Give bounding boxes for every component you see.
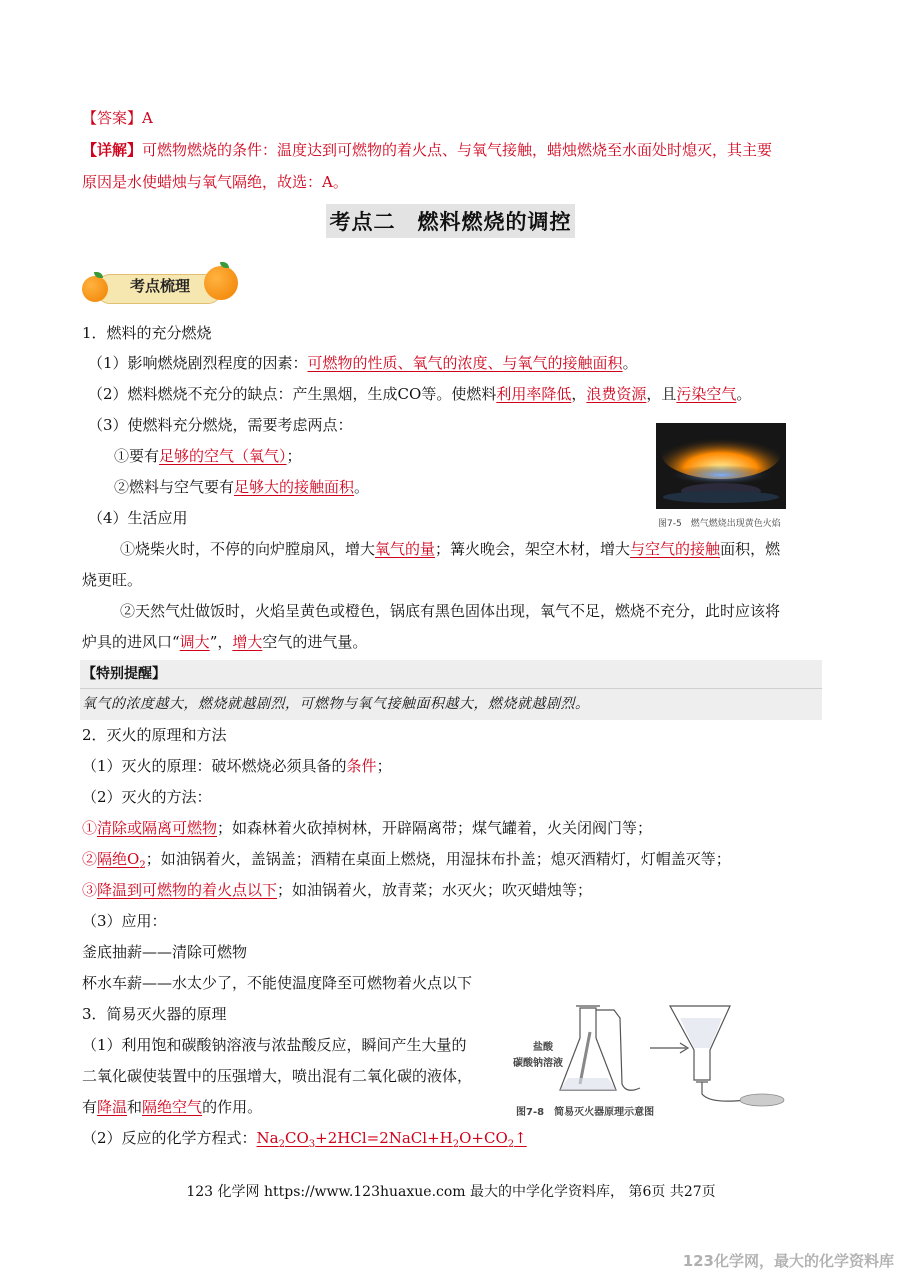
s2-method-2	[82, 848, 731, 871]
s2-m2-num: ②	[82, 850, 98, 868]
s1-p4: （4）生活应用	[88, 509, 188, 527]
s3-p1-line-2: 二氧化碳使装置中的压强增大，喷出混有二氧化碳的液体，	[82, 1067, 473, 1085]
s1-p4a-line-1	[120, 538, 780, 559]
watermark: 123化学网，最大的化学资料库	[682, 1252, 894, 1270]
s1-p2-answer-2: 浪费资源	[586, 385, 647, 403]
answer-value: A	[142, 109, 153, 127]
s3-p1-answer-1: 降温	[97, 1098, 128, 1116]
s2-m1-post: ；如森林着火砍掉树林，开辟隔离带；煤气罐着，火关闭阀门等；	[217, 819, 653, 837]
note-title: 【特别提醒】	[82, 666, 166, 682]
s1-p4a-line-2: 烧更旺。	[82, 571, 143, 589]
eq-sub-4: 2	[507, 1139, 515, 1150]
s1-p2-post: 。	[736, 385, 752, 403]
eq-part-b: CO	[285, 1129, 309, 1147]
diagram-label-solution: 碳酸钠溶液	[513, 1058, 563, 1069]
special-note-box	[80, 660, 822, 720]
s1-p4a-mid: ；篝火晚会，架空木材，增大	[435, 540, 631, 558]
s2-p1	[82, 755, 392, 776]
gas-flame-illustration	[656, 423, 786, 509]
s2-m3-answer: 降温到可燃物的着火点以下	[97, 881, 278, 899]
s2-m3-num: ③	[82, 881, 98, 899]
note-body: 氧气的浓度越大，燃烧就越剧烈，可燃物与氧气接触面积越大，燃烧就越剧烈。	[82, 696, 590, 712]
s2-app-2: 杯水车薪——水太少了，不能使温度降至可燃物着火点以下	[82, 974, 473, 992]
s1-p4a-post: 面积，燃	[720, 540, 781, 558]
s2-app-1: 釜底抽薪——清除可燃物	[82, 943, 248, 961]
s1-p4a-answer-1: 氧气的量	[375, 540, 436, 558]
s2-method-1	[82, 817, 652, 838]
s1-p1-post: 。	[622, 354, 638, 372]
eq-sub-3: 2	[452, 1139, 460, 1150]
s1-p2-answer-3: 污染空气	[676, 385, 737, 403]
explanation-line-2: 原因是水使蜡烛与氧气隔绝，故选：A。	[82, 173, 348, 191]
s1-p2-sep-1: ，	[571, 385, 587, 403]
s3-p1-line-1: （1）利用饱和碳酸钠溶液与浓盐酸反应，瞬间产生大量的	[82, 1036, 467, 1054]
s1-p4b-mid: ”，	[209, 633, 233, 651]
eq-part-d: O+CO	[459, 1129, 508, 1147]
photo-caption: 图7-5 燃气燃烧出现黄色火焰	[658, 519, 781, 529]
s2-m1-num: ①	[82, 819, 98, 837]
s1-p1	[88, 352, 638, 373]
s3-p1-post: 的作用。	[202, 1098, 263, 1116]
s2-p3: （3）应用：	[82, 912, 167, 930]
s3-p2	[82, 1127, 527, 1150]
s1-p3: （3）使燃料充分燃烧，需要考虑两点：	[88, 416, 353, 434]
eq-sub-2: 3	[308, 1139, 316, 1150]
s1-p3a-post: ；	[286, 447, 302, 465]
s3-p1-line-3	[82, 1096, 262, 1117]
s2-m3-post: ；如油锅着火，放青菜；水灭火；吹灭蜡烛等；	[277, 881, 593, 899]
page-footer: 123 化学网 https://www.123huaxue.com 最大的中学化学资料库， 第6页 共27页	[186, 1184, 716, 1200]
s1-p4b-answer-2: 增大	[232, 633, 263, 651]
s1-p4a-pre: ①烧柴火时，不停的向炉膛扇风，增大	[120, 540, 376, 558]
explanation-line-1	[82, 139, 772, 160]
s2-m1-answer: 清除或隔离可燃物	[97, 819, 218, 837]
gas-flame-photo	[656, 423, 786, 509]
s1-heading: 1．燃料的充分燃烧	[82, 324, 212, 342]
eq-part-e: ↑	[514, 1129, 527, 1147]
s1-p2-sep-2: ，且	[646, 385, 677, 403]
s1-p3a-answer: 足够的空气（氧气）	[159, 447, 287, 465]
s1-p4b-post: 空气的进气量。	[262, 633, 368, 651]
s1-p3b-post: 。	[354, 478, 370, 496]
diagram-caption: 图7-8 简易灭火器原理示意图	[516, 1107, 655, 1118]
s2-m2-sub: 2	[139, 860, 146, 871]
s2-p1-pre: （1）灭火的原理：破坏燃烧必须具备的	[82, 757, 347, 775]
s1-p1-answer: 可燃物的性质、氧气的浓度、与氧气的接触面积	[307, 354, 623, 372]
s1-p4b-line-1: ②天然气灶做饭时，火焰呈黄色或橙色，锅底有黑色固体出现，氧气不足，燃烧不充分，此时应该将	[120, 602, 781, 620]
explanation-text: 可燃物燃烧的条件：温度达到可燃物的着火点、与氧气接触，蜡烛燃烧至水面处时熄灭，其主要	[142, 141, 773, 159]
s1-p3a	[114, 445, 302, 466]
s1-p3b-pre: ②燃料与空气要有	[114, 478, 235, 496]
explanation-label: 【详解】	[82, 141, 143, 159]
s3-heading: 3．简易灭火器的原理	[82, 1005, 227, 1023]
s2-p1-post: ；	[376, 757, 392, 775]
s1-p2-answer-1: 利用率降低	[496, 385, 572, 403]
kaodian-banner	[80, 262, 240, 310]
s1-p4b-line-2	[82, 631, 367, 652]
s1-p2	[88, 383, 751, 404]
s3-p2-pre: （2）反应的化学方程式：	[82, 1129, 257, 1147]
answer-line	[82, 107, 153, 128]
s3-p1-answer-2: 隔绝空气	[142, 1098, 203, 1116]
s1-p3a-pre: ①要有	[114, 447, 160, 465]
s3-p1-mid: 和	[127, 1098, 143, 1116]
s1-p4b-pre: 炉具的进风口“	[82, 633, 180, 651]
s3-p1-pre: 有	[82, 1098, 98, 1116]
s2-m2-post: ；如油锅着火，盖锅盖；酒精在桌面上燃烧，用湿抹布扑盖；熄灭酒精灯，灯帽盖灭等；	[145, 850, 731, 868]
s2-method-3	[82, 879, 592, 900]
s1-p3b-answer: 足够大的接触面积	[234, 478, 355, 496]
s2-p2: （2）灭火的方法：	[82, 788, 212, 806]
banner-label: 考点梳理	[129, 277, 190, 295]
answer-label: 【答案】	[82, 109, 143, 127]
diagram-label-acid: 盐酸	[533, 1042, 553, 1053]
s2-m2-answer: 隔绝O	[97, 850, 140, 868]
s1-p1-pre: （1）影响燃烧剧烈程度的因素：	[88, 354, 308, 372]
chemical-equation	[256, 1129, 527, 1150]
s1-p3b	[114, 476, 369, 497]
s2-p1-answer: 条件	[346, 757, 377, 775]
section-title: 考点二 燃料燃烧的调控	[326, 204, 575, 238]
eq-sub-1: 2	[278, 1139, 285, 1150]
note-divider	[80, 688, 822, 689]
s1-p4a-answer-2: 与空气的接触	[630, 540, 721, 558]
s1-p4b-answer-1: 调大	[179, 633, 210, 651]
s2-heading: 2．灭火的原理和方法	[82, 726, 227, 744]
s1-p2-pre: （2）燃料燃烧不充分的缺点：产生黑烟，生成CO等。使燃料	[88, 385, 497, 403]
eq-part-a: Na	[256, 1129, 279, 1147]
eq-part-c: +2HCl=2NaCl+H	[315, 1129, 453, 1147]
